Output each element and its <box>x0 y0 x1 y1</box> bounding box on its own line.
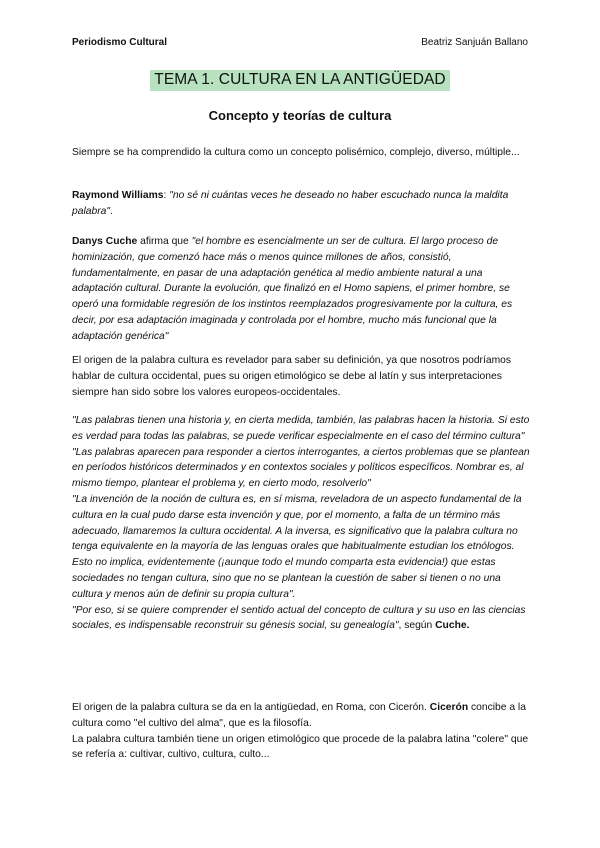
ciceron-text-b: concibe a la cultura como "el cultivo del alma", que es la filosofía. <box>72 702 526 729</box>
cuche-verb: afirma que <box>137 236 192 247</box>
ciceron-text-a: El origen de la palabra cultura se da en la antigüedad, en Roma, con Cicerón. <box>72 702 430 713</box>
paragraph-ciceron <box>72 700 532 763</box>
page-title: TEMA 1. CULTURA EN LA ANTIGÜEDAD <box>150 70 449 91</box>
header-course: Periodismo Cultural <box>72 37 168 48</box>
paragraph-intro-text: Siempre se ha comprendido la cultura como un concepto polisémico, complejo, diverso, múltiple... <box>72 147 520 158</box>
quote-genealogy-author: Cuche. <box>435 620 470 632</box>
williams-quote: "no sé ni cuántas veces he deseado no haber escuchado nunca la maldita palabra" <box>72 190 509 217</box>
paragraph-etymology: La palabra cultura también tiene un origen etimológico que procede de la palabra latina "colere" que se refería a: cultivar, cultivo, cultura, culto... <box>72 733 529 761</box>
williams-separator: : <box>163 190 170 201</box>
quote-genealogy: "Por eso, si se quiere comprender el sentido actual del concepto de cultura y su uso en las ciencias sociales, es indispensable reconstruir su génesis social, su genealogía" <box>72 604 526 632</box>
header-author: Beatriz Sanjuán Ballano <box>421 37 528 48</box>
quote-invention: "La invención de la noción de cultura es, en sí misma, reveladora de un aspecto fundamental de la cultura en la cual pudo darse esta invención y que, por el momento, a falta de un término más adecuado, llamaremos la cultura occidental. A la inversa, es significativo que la palabra cultura no tenga equivalente en la mayoría de las lenguas orales que habitualmente estudian los etnólogos. Esto no implica, evidentemente (¡aunque todo el mundo comparta esta evidencia!) que estas sociedades no tengan cultura, sino que no se plantean la cuestión de saber si tienen o no una cultura y menos aún de definir su propia cultura". <box>72 493 522 600</box>
paragraph-intro <box>72 145 532 161</box>
williams-end: . <box>110 205 113 217</box>
title-wrap <box>0 70 600 91</box>
section-subtitle: Concepto y teorías de cultura <box>208 108 392 123</box>
quote-words: "Las palabras aparecen para responder a ciertos interrogantes, a ciertos problemas que se plantean en períodos históricos determinados y en contextos sociales y políticos específicos. Nombrar es, al mismo tiempo, plantear el problema y, en cierto modo, resolverlo" <box>72 446 530 490</box>
cuche-quote: "el hombre es esencialmente un ser de cultura. El largo proceso de hominización, que comenzó hace más o menos quince millones de años, consistió, fundamentalmente, en pasar de una adaptación genética al medio ambiente natural a una adaptación cultural. Durante la evolución, que finalizó en el Homo sapiens, el primer hombre, se operó una formidable regresión de los instintos reemplazados progresivamente por la cultura, es decir, por esa adaptación imaginada y controlada por el hombre, mucho más funcional que la adaptación genérica" <box>72 236 513 342</box>
ciceron-name: Cicerón <box>429 702 469 713</box>
quote-genealogy-tail: , según <box>398 620 436 632</box>
author-cuche: Danys Cuche <box>72 236 138 247</box>
paragraph-williams <box>72 188 532 220</box>
paragraph-origin-text: El origen de la palabra cultura es revelador para saber su definición, ya que nosotros podríamos hablar de cultura occidental, pues su origen etimológico se debe al latín y sus interpretaciones siempre han sido sobre los valores europeos-occidentales. <box>72 355 512 398</box>
quotes-block <box>72 413 532 634</box>
author-williams: Raymond Williams <box>72 190 164 201</box>
quote-history: "Las palabras tienen una historia y, en cierta medida, también, las palabras hacen la historia. Si esto es verdad para todas las palabras, se puede verificar especialmente en el caso del término cultura" <box>72 415 530 442</box>
paragraph-origin <box>72 353 532 400</box>
paragraph-cuche <box>72 234 532 345</box>
